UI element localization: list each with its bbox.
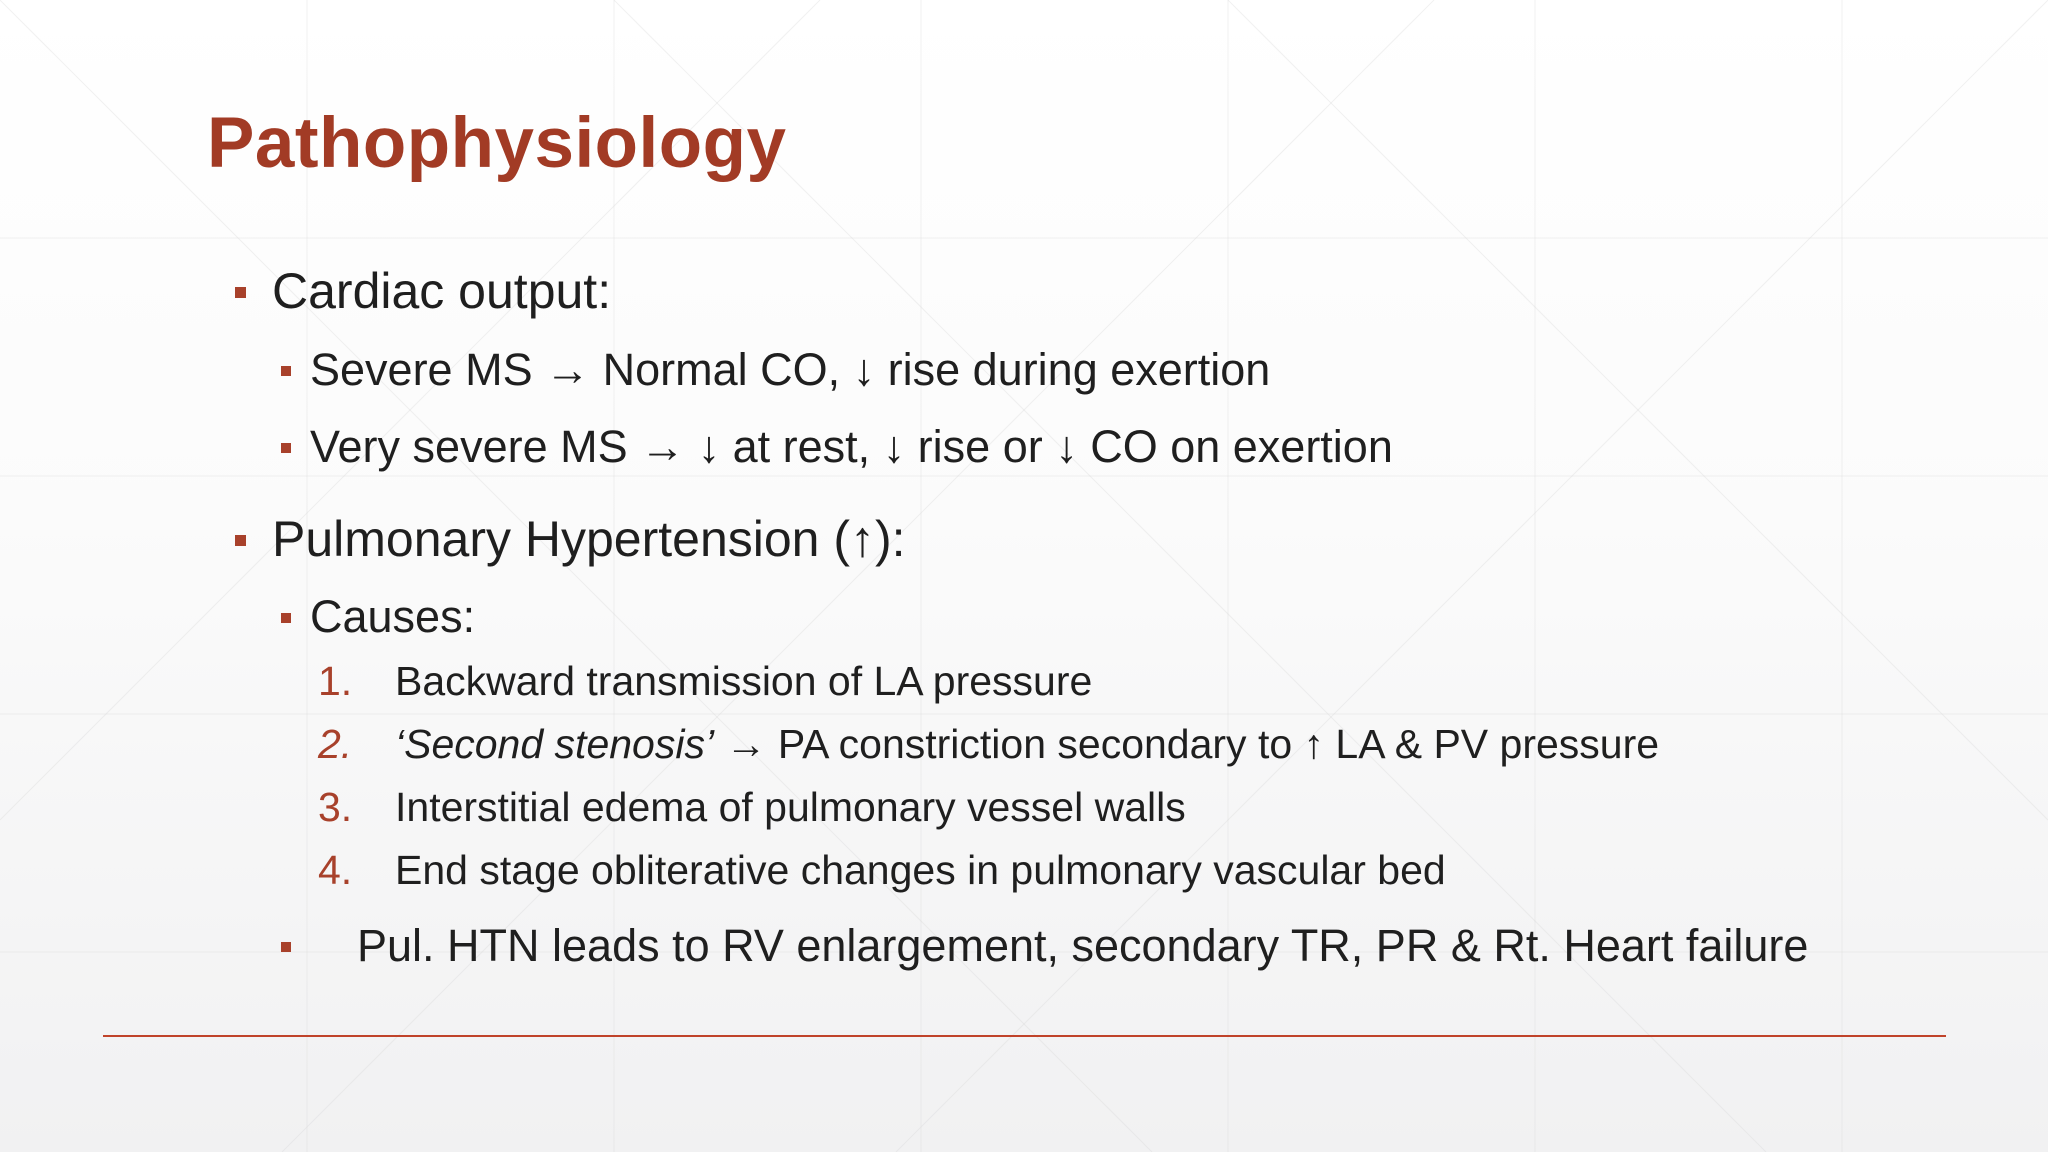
- bullet-square-icon: [281, 613, 291, 623]
- list-number: 1.: [318, 658, 353, 704]
- list-number: 3.: [318, 784, 353, 830]
- bullet-square-icon: [281, 443, 291, 453]
- list-text-rest: → PA constriction secondary to ↑ LA & PV pressure: [714, 721, 1660, 767]
- list-text: End stage obliterative changes in pulmonary vascular bed: [395, 847, 1446, 893]
- slide-title: Pathophysiology: [207, 104, 787, 183]
- bullet-square-icon: [281, 366, 291, 376]
- bullet-text: Causes:: [310, 591, 476, 642]
- list-number: 4.: [318, 847, 353, 893]
- list-text: Interstitial edema of pulmonary vessel walls: [395, 784, 1186, 830]
- bullet-text: Very severe MS → ↓ at rest, ↓ rise or ↓ CO on exertion: [310, 421, 1393, 472]
- bullet-text: Pul. HTN leads to RV enlargement, secondary TR, PR & Rt. Heart failure: [357, 920, 1809, 971]
- bullet-square-icon: [235, 287, 246, 298]
- bullet-text: Cardiac output:: [272, 263, 612, 319]
- italic-term: ‘Second stenosis’: [395, 721, 715, 767]
- footer-divider: [103, 1035, 1946, 1037]
- bullet-text: Pulmonary Hypertension (↑):: [272, 511, 906, 567]
- bullet-text: Severe MS → Normal CO, ↓ rise during exertion: [310, 344, 1271, 395]
- list-text: [395, 721, 1659, 768]
- list-number: 2.: [318, 721, 353, 767]
- bullet-square-icon: [281, 942, 291, 952]
- bullet-square-icon: [235, 535, 246, 546]
- list-text: Backward transmission of LA pressure: [395, 658, 1093, 704]
